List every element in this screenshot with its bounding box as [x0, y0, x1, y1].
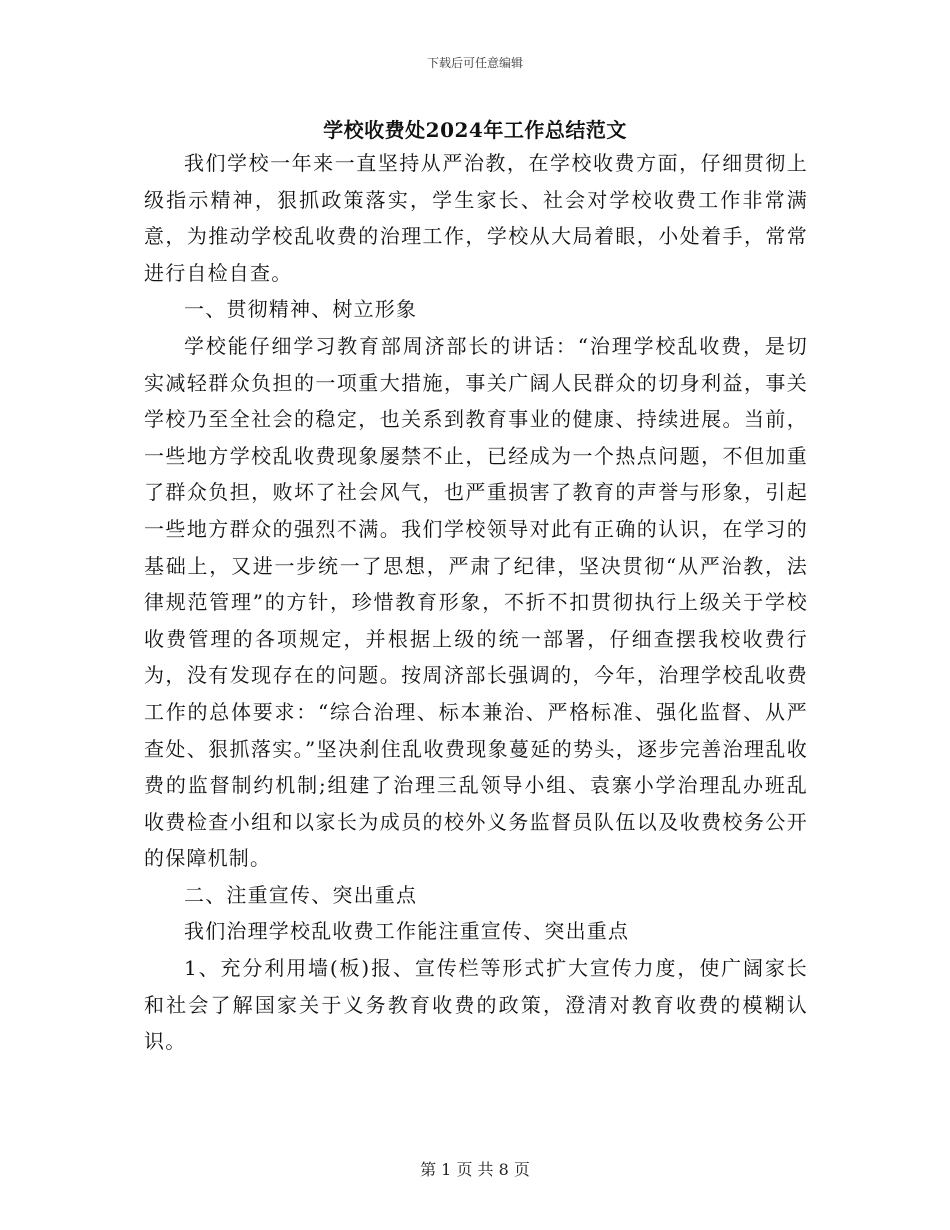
section-1-paragraph: 学校能仔细学习教育部周济部长的讲话：“治理学校乱收费，是切实减轻群众负担的一项重大措施，事关广阔人民群众的切身利益，事关学校乃至全社会的稳定，也关系到教育事业的健康、持续进展。当前，一些地方学校乱收费现象屡禁不止，已经成为一个热点问题，不但加重了群众负担，败坏了社会风气，也严重损害了教育的声誉与形象，引起一些地方群众的强烈不满。我们学校领导对此有正确的认识，在学习的基础上，又进一步统一了思想，严肃了纪律，坚决贯彻“从严治教，法律规范管理”的方针，珍惜教育形象，不折不扣贯彻执行上级关于学校收费管理的各项规定，并根据上级的统一部署，仔细查摆我校收费行为，没有发现存在的问题。按周济部长强调的，今年，治理学校乱收费工作的总体要求：“综合治理、标本兼治、严格标准、强化监督、从严查处、狠抓落实。”坚决刹住乱收费现象蔓延的势头，逐步完善治理乱收费的监督制约机制;组建了治理三乱领导小组、袁寨小学治理乱办班乱收费检查小组和以家长为成员的校外义务监督员队伍以及收费校务公开的保障机制。: [144, 333, 808, 871]
page-header-note: 下载后可任意编辑: [426, 56, 523, 70]
section-2-item-1: 1、充分利用墙(板)报、宣传栏等形式扩大宣传力度，使广阔家长和社会了解国家关于义务教育收费的政策，澄清对教育收费的模糊认识。: [144, 956, 808, 1054]
page-number: 第 1 页 共 8 页: [420, 1160, 530, 1179]
document-title: 学校收费处2024年工作总结范文: [323, 118, 627, 142]
section-2-lead: 我们治理学校乱收费工作能注重宣传、突出重点: [184, 919, 630, 944]
section-heading-1: 一、贯彻精神、树立形象: [184, 297, 418, 322]
section-heading-2: 二、注重宣传、突出重点: [184, 882, 418, 907]
intro-paragraph: 我们学校一年来一直坚持从严治教，在学校收费方面，仔细贯彻上级指示精神，狠抓政策落实，学生家长、社会对学校收费工作非常满意，为推动学校乱收费的治理工作，学校从大局着眼，小处着手，常常进行自检自查。: [144, 151, 808, 285]
document-body: [144, 145, 808, 1060]
